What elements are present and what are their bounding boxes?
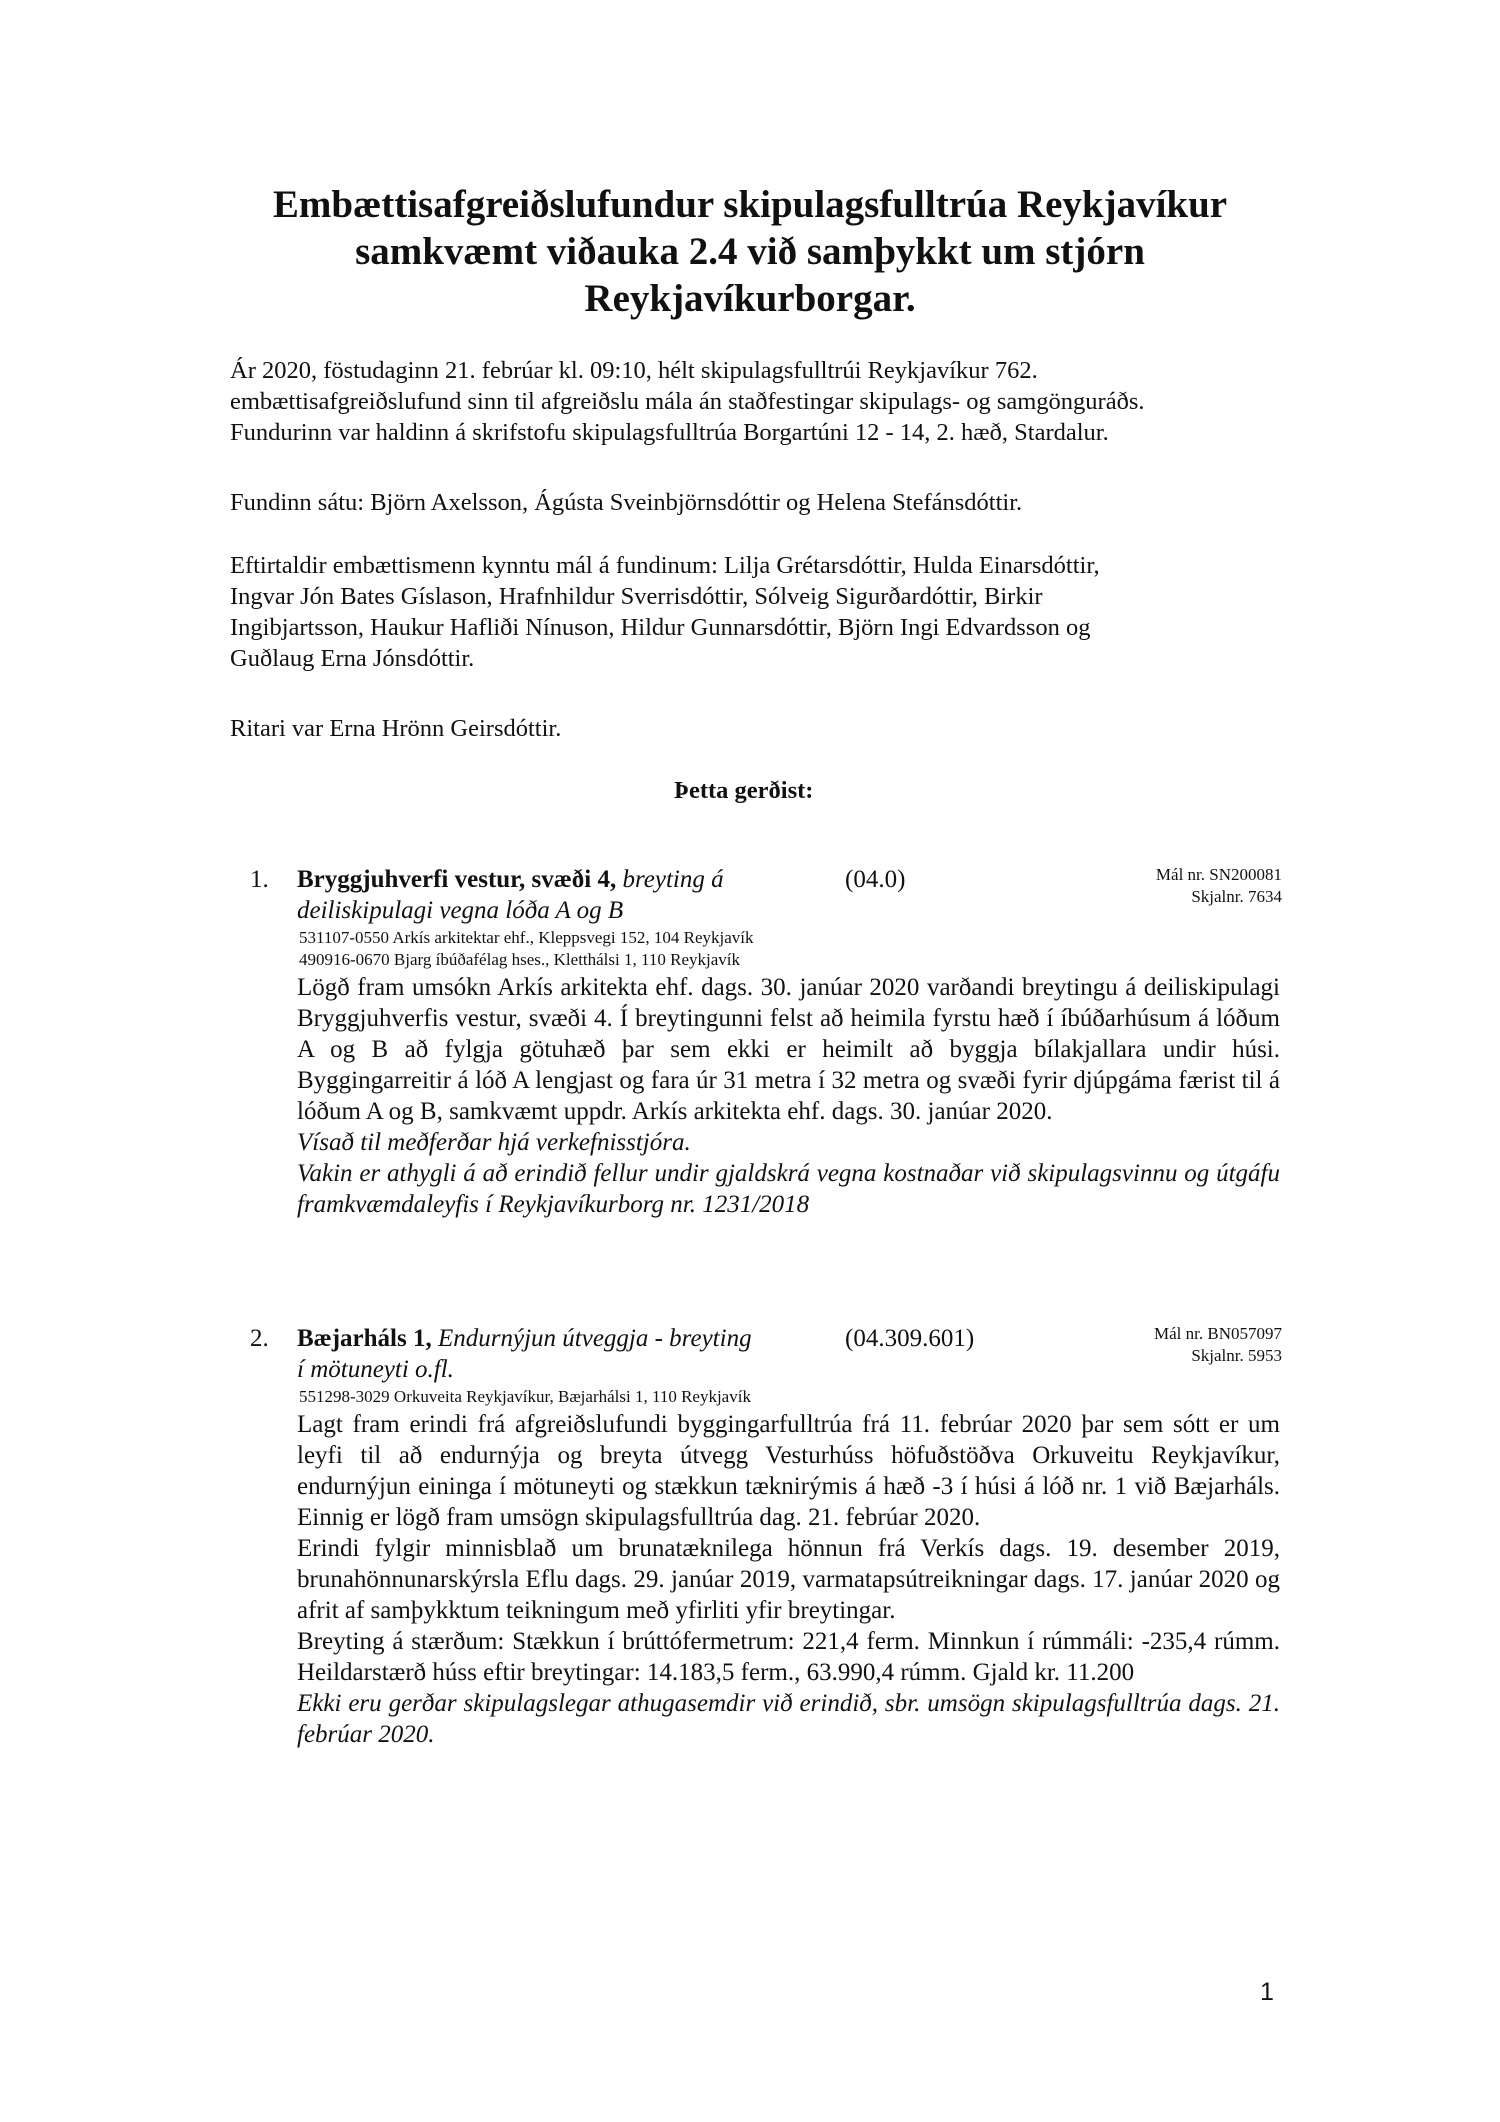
officials-line-4: Guðlaug Erna Jónsdóttir. [230,645,475,672]
document-number: Skjalnr. 5953 [1191,1346,1282,1365]
item-land-code: (04.309.601) [845,1325,975,1352]
item-body-text: Lögð fram umsókn Arkís arkitekta ehf. dags. 30. janúar 2020 varðandi breytingu á deiliskipulagi Bryggjuhverfis vestur, svæði 4. Í breytingunni felst að heimila fyrstu hæð í íbúðarhúsum á lóðum A og B að fylgja götuhæð þar sem ekki er heimilt að byggja bílakjallara undir húsi. Byggingarreitir á lóð A lengjast og fara úr 31 metra í 32 metra og svæði fyrir djúpgáma færist til á lóðum A og B, samkvæmt uppdr. Arkís arkitekta ehf. dags. 30. janúar 2020. [297,974,1280,1125]
officials-line-3: Ingibjartsson, Haukur Hafliði Nínuson, Hildur Gunnarsdóttir, Björn Ingi Edvardsson og [230,614,1091,641]
title-line-2: samkvæmt viðauka 2.4 við samþykkt um stjórn [355,230,1145,273]
intro-line-1: Ár 2020, föstudaginn 21. febrúar kl. 09:10, hélt skipulagsfulltrúi Reykjavíkur 762. [230,357,1038,384]
item-description: Endurnýjun útveggja - breyting [437,1325,752,1352]
item-body-text: Erindi fylgir minnisblað um brunatæknilega hönnun frá Verkís dags. 19. desember 2019, brunahönnunarskýrsla Eflu dags. 29. janúar 2019, varmatapsútreikningar dags. 17. janúar 2020 og afrit af samþykktum teikningum með yfirliti yfir breytingar. [297,1535,1280,1624]
item-description-cont: deiliskipulagi vegna lóða A og B [297,897,624,924]
party-line: 490916-0670 Bjarg íbúðafélag hses., Kletthálsi 1, 110 Reykjavík [299,950,740,969]
item-parties [299,1386,751,1408]
case-number: Mál nr. BN057097 [1154,1324,1282,1343]
officials-line-2: Ingvar Jón Bates Gíslason, Hrafnhildur Sverrisdóttir, Sólveig Sigurðardóttir, Birkir [230,583,1043,610]
item-heading [297,864,724,926]
item-body [297,972,1280,1220]
item-parties [299,927,754,971]
item-land-code: (04.0) [845,866,906,893]
item-reference [1156,864,1282,908]
intro-line-3: Fundurinn var haldinn á skrifstofu skipulagsfulltrúa Borgartúni 12 - 14, 2. hæð, Stardalur. [230,419,1109,446]
item-number: 1. [250,866,269,893]
attendees-paragraph: Fundinn sátu: Björn Axelsson, Ágústa Sveinbjörnsdóttir og Helena Stefánsdóttir. [230,489,1023,516]
party-line: 551298-3029 Orkuveita Reykjavíkur, Bæjarhálsi 1, 110 Reykjavík [299,1387,751,1406]
agenda-item [0,864,1500,1264]
party-line: 531107-0550 Arkís arkitektar ehf., Kleppsvegi 152, 104 Reykjavík [299,928,754,947]
item-name: Bryggjuhverfi vestur, svæði 4, [297,866,617,893]
item-body-text: Breyting á stærðum: Stækkun í brúttófermetrum: 221,4 ferm. Minnkun í rúmmáli: -235,4 rúmm. Heildarstærð húss eftir breytingar: 14.183,5 ferm., 63.990,4 rúmm. Gjald kr. 11.200 [297,1628,1280,1686]
title-line-3: Reykjavíkurborgar. [584,277,916,320]
title-line-1: Embættisafgreiðslufundur skipulagsfulltrúa Reykjavíkur [272,183,1228,226]
document-title [200,181,1300,322]
case-number: Mál nr. SN200081 [1155,865,1282,884]
section-heading: Þetta gerðist: [674,777,814,804]
item-description-cont: í mötuneyti o.fl. [297,1356,454,1383]
item-heading [297,1323,752,1385]
item-description: breyting á [622,866,724,893]
item-body-text: Lagt fram erindi frá afgreiðslufundi byggingarfulltrúa frá 11. febrúar 2020 þar sem sótt er um leyfi til að endurnýja og breyta útvegg Vesturhúss höfuðstöðva Orkuveitu Reykjavíkur, endurnýjun eininga í mötuneyti og stækkun tæknirýmis á hæð -3 í húsi á lóð nr. 1 við Bæjarháls. Einnig er lögð fram umsögn skipulagsfulltrúa dag. 21. febrúar 2020. [297,1411,1280,1531]
item-decision: Vísað til meðferðar hjá verkefnisstjóra. [297,1129,691,1156]
item-reference [1154,1323,1282,1367]
page-number: 1 [1260,1978,1274,2006]
item-number: 2. [250,1325,269,1352]
officials-line-1: Eftirtaldir embættismenn kynntu mál á fundinum: Lilja Grétarsdóttir, Hulda Einarsdóttir, [230,552,1100,579]
item-note: Vakin er athygli á að erindið fellur undir gjaldskrá vegna kostnaðar við skipulagsvinnu og útgáfu framkvæmdaleyfis í Reykjavíkurborg nr. 1231/2018 [297,1160,1280,1218]
document-number: Skjalnr. 7634 [1191,887,1282,906]
intro-line-2: embættisafgreiðslufund sinn til afgreiðslu mála án staðfestingar skipulags- og samgönguráðs. [230,388,1145,415]
agenda-item [0,1323,1500,1843]
intro-paragraph [230,355,1330,448]
item-decision: Ekki eru gerðar skipulagslegar athugasemdir við erindið, sbr. umsögn skipulagsfulltrúa dags. 21. febrúar 2020. [297,1690,1280,1748]
officials-paragraph [230,550,1330,674]
item-body [297,1409,1280,1750]
secretary-paragraph: Ritari var Erna Hrönn Geirsdóttir. [230,715,562,742]
item-name: Bæjarháls 1, [297,1325,432,1352]
